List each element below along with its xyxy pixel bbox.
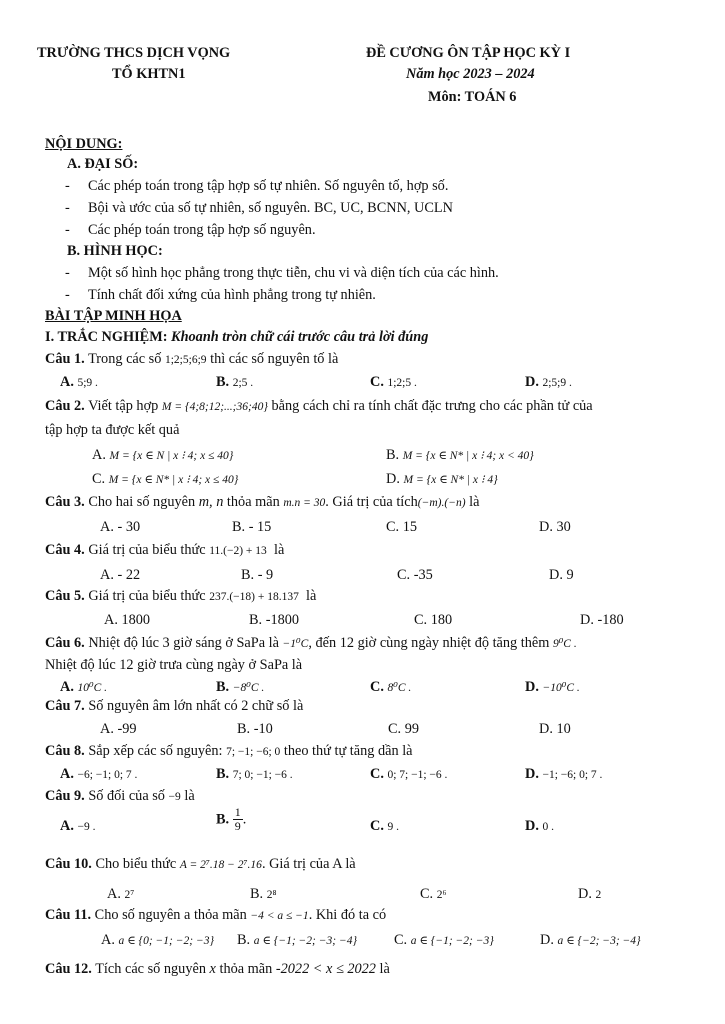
- question-text: Nhiệt độ lúc 12 giờ trưa cùng ngày ở SaPa là: [45, 657, 303, 673]
- question-label: Câu 12.: [45, 961, 92, 977]
- option-c[interactable]: C. 15: [386, 519, 417, 535]
- option-d[interactable]: D. a ∈ {−2; −3; −4}: [540, 932, 641, 948]
- option-b[interactable]: B. M = {x ∈ N* | x ⁝ 4; x < 40}: [386, 447, 534, 463]
- option-a[interactable]: A. -99: [100, 721, 137, 737]
- algebra-bullet: -: [65, 178, 70, 194]
- question-text: là: [379, 961, 390, 977]
- question-text: Số nguyên âm lớn nhất có 2 chữ số là: [88, 698, 304, 714]
- department-name: TỔ KHTN1: [112, 66, 186, 82]
- content-heading: NỘI DUNG:: [45, 136, 123, 152]
- question-label: Câu 8.: [45, 743, 85, 759]
- math-expression: (−m).(−n): [417, 497, 466, 509]
- question-text: thỏa mãn: [219, 961, 273, 977]
- question-text: là: [184, 788, 195, 804]
- option-c[interactable]: C. a ∈ {−1; −2; −3}: [394, 932, 494, 948]
- option-a[interactable]: A. - 22: [100, 567, 141, 583]
- option-c[interactable]: C. 8⁰C .: [370, 679, 412, 695]
- question-text: thỏa mãn: [226, 494, 280, 510]
- option-a[interactable]: A. a ∈ {0; −1; −2; −3}: [101, 932, 215, 948]
- question-1: [45, 350, 338, 369]
- option-d[interactable]: D. −10⁰C .: [525, 679, 580, 695]
- question-label: Câu 2.: [45, 398, 85, 414]
- question-text: thì các số nguyên tố là: [210, 351, 339, 367]
- math-expression: −4 < a ≤ −1: [250, 910, 309, 922]
- exercises-heading: BÀI TẬP MINH HỌA: [45, 308, 182, 324]
- question-text: Nhiệt độ lúc 3 giờ sáng ở SaPa là: [88, 635, 279, 651]
- option-a[interactable]: A. 2⁷: [107, 886, 135, 902]
- geometry-item: Một số hình học phẳng trong thực tiễn, chu vi và diện tích của các hình.: [88, 265, 499, 281]
- option-b[interactable]: B. 2⁸: [250, 886, 277, 902]
- fraction: $\frac{1}{9}$: [234, 805, 241, 833]
- question-text: Số đối của số: [88, 788, 165, 804]
- option-c[interactable]: C. 1;2;5 .: [370, 374, 417, 390]
- question-10: [45, 855, 356, 874]
- question-text: tập hợp ta được kết quả: [45, 422, 180, 438]
- option-b[interactable]: B. - 9: [241, 567, 274, 583]
- part1-instruction: Khoanh tròn chữ cái trước câu trả lời đúng: [171, 329, 429, 345]
- question-text: Trong các số: [88, 351, 162, 367]
- question-label: Câu 10.: [45, 856, 92, 872]
- math-expression: 7; −1; −6; 0: [226, 746, 281, 758]
- math-expression: 11.(−2) + 13: [209, 545, 267, 557]
- question-label: Câu 4.: [45, 542, 85, 558]
- option-a[interactable]: A. 10⁰C .: [60, 679, 108, 695]
- algebra-heading: A. ĐẠI SỐ:: [67, 156, 139, 172]
- question-text: Giá trị của biểu thức: [88, 542, 206, 558]
- algebra-item: Các phép toán trong tập hợp số nguyên.: [88, 222, 316, 238]
- option-c[interactable]: C. -35: [397, 567, 433, 583]
- option-d[interactable]: D. 2: [578, 886, 602, 902]
- algebra-item: Bội và ước của số tự nhiên, số nguyên. BC, UC, BCNN, UCLN: [88, 200, 453, 216]
- part1-label: I. TRẮC NGHIỆM:: [45, 329, 168, 345]
- question-text: . Giá trị của A là: [261, 856, 356, 872]
- question-text: theo thứ tự tăng dần là: [283, 743, 413, 759]
- option-a[interactable]: A. −6; −1; 0; 7 .: [60, 766, 138, 782]
- option-b[interactable]: B. 7; 0; −1; −6 .: [216, 766, 293, 782]
- question-text: Sắp xếp các số nguyên:: [88, 743, 223, 759]
- question-5: [45, 587, 316, 606]
- math-expression: -2022 < x ≤ 2022: [275, 961, 376, 977]
- question-text: . Khi đó ta có: [308, 907, 387, 923]
- option-b[interactable]: B. 2;5 .: [216, 374, 254, 390]
- option-c[interactable]: C. 2⁶: [420, 886, 447, 902]
- option-d[interactable]: D. -180: [580, 612, 624, 628]
- variables: m, n: [198, 494, 224, 510]
- question-12: [45, 960, 390, 978]
- question-text: Tích các số nguyên: [95, 961, 206, 977]
- option-a[interactable]: A. M = {x ∈ N | x ⁝ 4; x ≤ 40}: [92, 447, 234, 463]
- math-expression: 237.(−18) + 18.137: [209, 591, 299, 603]
- question-label: Câu 7.: [45, 698, 85, 714]
- question-label: Câu 1.: [45, 351, 85, 367]
- math-expression: 9⁰C .: [552, 638, 577, 650]
- option-d[interactable]: D. M = {x ∈ N* | x ⁝ 4}: [386, 471, 498, 487]
- question-6: [45, 634, 577, 653]
- question-text: . Giá trị của tích: [325, 494, 418, 510]
- option-d[interactable]: D. 2;5;9 .: [525, 374, 572, 390]
- question-label: Câu 5.: [45, 588, 85, 604]
- math-expression: −1⁰C: [282, 638, 309, 650]
- option-d[interactable]: D. −1; −6; 0; 7 .: [525, 766, 603, 782]
- option-d[interactable]: D. 10: [539, 721, 571, 737]
- question-label: Câu 9.: [45, 788, 85, 804]
- question-2: [45, 397, 593, 416]
- subject: Môn: TOÁN 6: [428, 89, 517, 105]
- question-label: Câu 11.: [45, 907, 92, 923]
- question-4: [45, 541, 284, 560]
- math-expression: M = {4;8;12;...;36;40}: [161, 401, 268, 413]
- question-label: Câu 3.: [45, 494, 85, 510]
- question-text: Cho hai số nguyên: [88, 494, 196, 510]
- question-text: bằng cách chỉ ra tính chất đặc trưng cho các phần tử của: [271, 398, 593, 414]
- option-a[interactable]: A. 5;9 .: [60, 374, 98, 390]
- option-d[interactable]: D. 30: [539, 519, 571, 535]
- algebra-item: Các phép toán trong tập hợp số tự nhiên. Số nguyên tố, hợp số.: [88, 178, 449, 194]
- option-c[interactable]: C. 0; 7; −1; −6 .: [370, 766, 448, 782]
- option-b[interactable]: B. −8⁰C .: [216, 679, 265, 695]
- question-3: [45, 493, 479, 512]
- option-c[interactable]: C. 9 .: [370, 818, 399, 834]
- geometry-heading: B. HÌNH HỌC:: [67, 243, 163, 259]
- question-text: Giá trị của biểu thức: [88, 588, 206, 604]
- question-text: Cho biểu thức: [95, 856, 177, 872]
- option-d[interactable]: D. 9: [549, 567, 574, 583]
- question-text: , đến 12 giờ cùng ngày nhiệt độ tăng thêm: [308, 635, 550, 651]
- question-text: Cho số nguyên a thỏa mãn: [94, 907, 247, 923]
- option-b[interactable]: B. - 15: [232, 519, 272, 535]
- math-expression: A = 2⁷.18 − 2⁷.16: [179, 859, 262, 871]
- option-a[interactable]: A. - 30: [100, 519, 141, 535]
- question-9: [45, 787, 195, 806]
- document-title: ĐỀ CƯƠNG ÔN TẬP HỌC KỲ I: [366, 45, 571, 61]
- option-a[interactable]: A. −9 .: [60, 818, 96, 834]
- option-d[interactable]: D. 0 .: [525, 818, 554, 834]
- part1-heading: [45, 328, 428, 346]
- math-expression: m.n = 30: [283, 497, 326, 509]
- option-b[interactable]: B. a ∈ {−1; −2; −3; −4}: [237, 932, 358, 948]
- question-text: là: [306, 588, 317, 604]
- question-text: là: [469, 494, 480, 510]
- geometry-bullet: -: [65, 265, 70, 281]
- algebra-bullet: -: [65, 200, 70, 216]
- geometry-bullet: -: [65, 287, 70, 303]
- option-b[interactable]: B. $\frac{1}{9}$ .: [216, 805, 247, 833]
- option-a[interactable]: A. 1800: [104, 612, 151, 628]
- option-b[interactable]: B. -1800: [249, 612, 300, 628]
- math-expression: 1;2;5;6;9: [164, 354, 207, 366]
- question-text: Viết tập hợp: [88, 398, 159, 414]
- question-label: Câu 6.: [45, 635, 85, 651]
- option-c[interactable]: C. M = {x ∈ N* | x ⁝ 4; x ≤ 40}: [92, 471, 239, 487]
- variable: x: [209, 961, 216, 977]
- school-year: Năm học 2023 – 2024: [406, 66, 535, 82]
- question-7: [45, 697, 303, 715]
- school-name: TRƯỜNG THCS DỊCH VỌNG: [37, 45, 231, 61]
- question-8: [45, 742, 413, 761]
- algebra-bullet: -: [65, 222, 70, 238]
- geometry-item: Tính chất đối xứng của hình phẳng trong tự nhiên.: [88, 287, 376, 303]
- question-11: [45, 906, 386, 925]
- question-text: là: [273, 542, 285, 558]
- option-c[interactable]: C. 99: [388, 721, 419, 737]
- option-c[interactable]: C. 180: [414, 612, 453, 628]
- math-expression: −9: [168, 791, 181, 803]
- option-b[interactable]: B. -10: [237, 721, 273, 737]
